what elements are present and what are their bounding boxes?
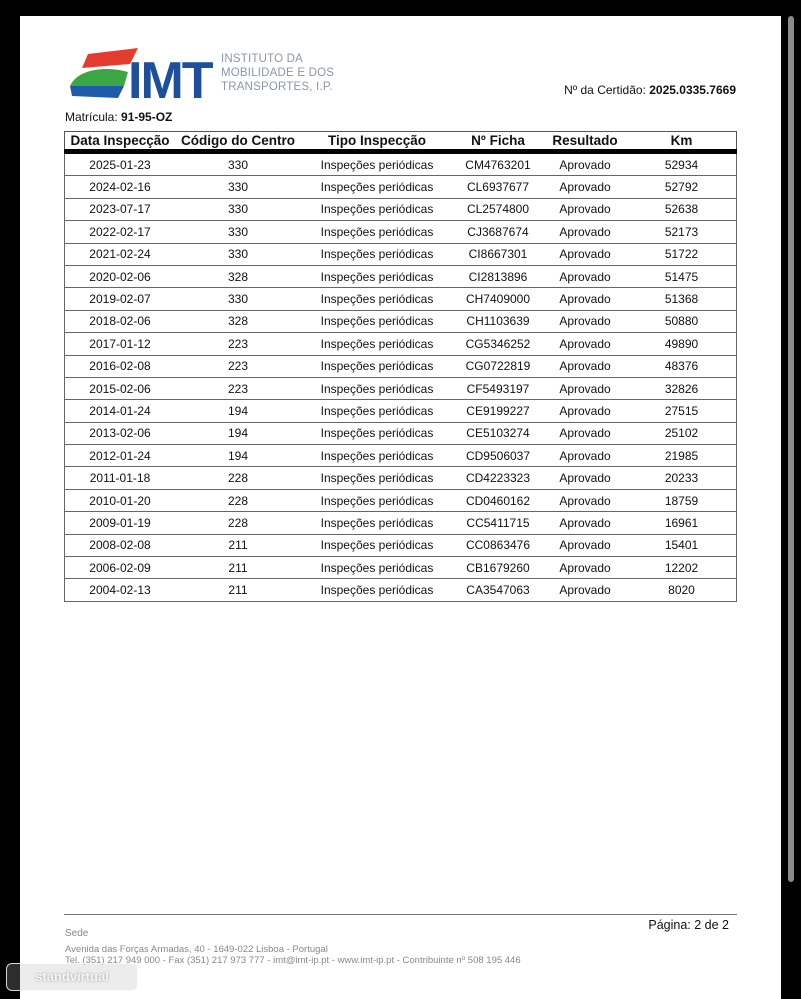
cell-sheet-number: CB1679260 (453, 557, 543, 579)
cell-date: 2023-07-17 (65, 198, 176, 220)
table-header-row (65, 132, 737, 152)
cell-result: Aprovado (543, 512, 627, 534)
cell-sheet-number: CD4223323 (453, 467, 543, 489)
certificate-number (564, 83, 736, 97)
cell-result: Aprovado (543, 288, 627, 310)
cell-result: Aprovado (543, 310, 627, 332)
cell-inspection-type: Inspeções periódicas (301, 534, 453, 556)
logo-subtitle-line: INSTITUTO DA (221, 53, 304, 65)
inspection-table (64, 131, 737, 602)
table-row (65, 288, 737, 310)
cell-sheet-number: CC5411715 (453, 512, 543, 534)
header-km: Km (627, 132, 737, 152)
footer-sede: Sede (65, 928, 89, 939)
cell-inspection-type: Inspeções periódicas (301, 310, 453, 332)
cell-center-code: 211 (175, 579, 301, 601)
table-row (65, 355, 737, 377)
logo-subtitle (221, 52, 334, 94)
table-row (65, 310, 737, 332)
table-row (65, 534, 737, 556)
cell-inspection-type: Inspeções periódicas (301, 221, 453, 243)
cell-km: 8020 (627, 579, 737, 601)
cell-inspection-type: Inspeções periódicas (301, 445, 453, 467)
cell-inspection-type: Inspeções periódicas (301, 152, 453, 176)
cell-center-code: 330 (175, 198, 301, 220)
header-sheet-number: Nº Ficha (453, 132, 543, 152)
cell-sheet-number: CG0722819 (453, 355, 543, 377)
cell-sheet-number: CF5493197 (453, 377, 543, 399)
cell-km: 51722 (627, 243, 737, 265)
cell-center-code: 211 (175, 534, 301, 556)
cell-sheet-number: CL2574800 (453, 198, 543, 220)
cell-date: 2012-01-24 (65, 445, 176, 467)
cell-date: 2016-02-08 (65, 355, 176, 377)
table-row (65, 333, 737, 355)
cell-center-code: 330 (175, 221, 301, 243)
cell-km: 48376 (627, 355, 737, 377)
cell-center-code: 330 (175, 288, 301, 310)
plate-value: 91-95-OZ (121, 110, 173, 124)
header-result: Resultado (543, 132, 627, 152)
cell-result: Aprovado (543, 221, 627, 243)
cell-result: Aprovado (543, 333, 627, 355)
cell-result: Aprovado (543, 579, 627, 601)
certificate-value: 2025.0335.7669 (649, 83, 736, 97)
header-date: Data Inspecção (65, 132, 176, 152)
cell-km: 51368 (627, 288, 737, 310)
cell-km: 27515 (627, 400, 737, 422)
cell-date: 2021-02-24 (65, 243, 176, 265)
cell-inspection-type: Inspeções periódicas (301, 176, 453, 198)
cell-center-code: 228 (175, 467, 301, 489)
cell-inspection-type: Inspeções periódicas (301, 377, 453, 399)
footer-divider (64, 914, 737, 915)
cell-km: 52173 (627, 221, 737, 243)
table-row (65, 422, 737, 444)
cell-sheet-number: CD0460162 (453, 489, 543, 511)
table-row (65, 221, 737, 243)
cell-sheet-number: CC0863476 (453, 534, 543, 556)
cell-result: Aprovado (543, 243, 627, 265)
cell-km: 51475 (627, 265, 737, 287)
cell-inspection-type: Inspeções periódicas (301, 265, 453, 287)
certificate-label: Nº da Certidão: (564, 83, 646, 97)
footer-contacts: Tel. (351) 217 949 000 - Fax (351) 217 973 777 - imt@imt-ip.pt - www.imt-ip.pt - Contribuinte nº 508 195 446 (65, 955, 521, 966)
cell-sheet-number: CG5346252 (453, 333, 543, 355)
cell-date: 2025-01-23 (65, 152, 176, 176)
cell-km: 49890 (627, 333, 737, 355)
cell-center-code: 223 (175, 333, 301, 355)
cell-center-code: 228 (175, 512, 301, 534)
table-row (65, 557, 737, 579)
cell-sheet-number: CI8667301 (453, 243, 543, 265)
cell-km: 52934 (627, 152, 737, 176)
cell-sheet-number: CD9506037 (453, 445, 543, 467)
cell-km: 52792 (627, 176, 737, 198)
table-row (65, 445, 737, 467)
cell-result: Aprovado (543, 557, 627, 579)
imt-logo-text: IMT (128, 52, 212, 106)
table-row (65, 579, 737, 601)
watermark-logo: standvirtual (6, 963, 138, 991)
cell-result: Aprovado (543, 445, 627, 467)
cell-date: 2018-02-06 (65, 310, 176, 332)
cell-center-code: 330 (175, 243, 301, 265)
cell-sheet-number: CE9199227 (453, 400, 543, 422)
cell-sheet-number: CI2813896 (453, 265, 543, 287)
table-row (65, 265, 737, 287)
table-body (65, 152, 737, 602)
cell-inspection-type: Inspeções periódicas (301, 333, 453, 355)
cell-date: 2014-01-24 (65, 400, 176, 422)
document-page (20, 16, 781, 999)
table-row (65, 198, 737, 220)
logo-subtitle-line: TRANSPORTES, I.P. (221, 81, 333, 93)
header-center-code: Código do Centro (175, 132, 301, 152)
cell-date: 2008-02-08 (65, 534, 176, 556)
cell-date: 2011-01-18 (65, 467, 176, 489)
cell-result: Aprovado (543, 355, 627, 377)
cell-inspection-type: Inspeções periódicas (301, 198, 453, 220)
cell-km: 21985 (627, 445, 737, 467)
cell-center-code: 328 (175, 265, 301, 287)
cell-date: 2009-01-19 (65, 512, 176, 534)
cell-inspection-type: Inspeções periódicas (301, 489, 453, 511)
cell-km: 16961 (627, 512, 737, 534)
cell-result: Aprovado (543, 422, 627, 444)
cell-center-code: 194 (175, 422, 301, 444)
table-row (65, 176, 737, 198)
cell-inspection-type: Inspeções periódicas (301, 579, 453, 601)
table-row (65, 467, 737, 489)
cell-sheet-number: CJ3687674 (453, 221, 543, 243)
cell-inspection-type: Inspeções periódicas (301, 422, 453, 444)
header-inspection-type: Tipo Inspecção (301, 132, 453, 152)
cell-center-code: 223 (175, 377, 301, 399)
cell-result: Aprovado (543, 176, 627, 198)
cell-sheet-number: CH1103639 (453, 310, 543, 332)
cell-date: 2015-02-06 (65, 377, 176, 399)
imt-logo-mark (68, 46, 218, 106)
cell-result: Aprovado (543, 400, 627, 422)
cell-km: 50880 (627, 310, 737, 332)
table-row (65, 152, 737, 176)
cell-center-code: 194 (175, 400, 301, 422)
cell-date: 2006-02-09 (65, 557, 176, 579)
cell-date: 2022-02-17 (65, 221, 176, 243)
cell-center-code: 328 (175, 310, 301, 332)
cell-km: 32826 (627, 377, 737, 399)
cell-date: 2004-02-13 (65, 579, 176, 601)
cell-date: 2024-02-16 (65, 176, 176, 198)
cell-sheet-number: CL6937677 (453, 176, 543, 198)
footer-address: Avenida das Forças Armadas, 40 - 1649-022 Lisboa - Portugal (65, 944, 328, 955)
cell-km: 25102 (627, 422, 737, 444)
imt-logo (68, 46, 335, 116)
cell-date: 2010-01-20 (65, 489, 176, 511)
cell-center-code: 330 (175, 176, 301, 198)
cell-km: 15401 (627, 534, 737, 556)
cell-sheet-number: CM4763201 (453, 152, 543, 176)
cell-km: 52638 (627, 198, 737, 220)
cell-sheet-number: CH7409000 (453, 288, 543, 310)
cell-sheet-number: CE5103274 (453, 422, 543, 444)
scrollbar[interactable] (788, 16, 794, 882)
cell-km: 18759 (627, 489, 737, 511)
cell-center-code: 330 (175, 152, 301, 176)
cell-center-code: 211 (175, 557, 301, 579)
cell-km: 20233 (627, 467, 737, 489)
cell-inspection-type: Inspeções periódicas (301, 243, 453, 265)
cell-inspection-type: Inspeções periódicas (301, 557, 453, 579)
cell-result: Aprovado (543, 534, 627, 556)
cell-inspection-type: Inspeções periódicas (301, 288, 453, 310)
cell-date: 2013-02-06 (65, 422, 176, 444)
cell-date: 2020-02-06 (65, 265, 176, 287)
cell-inspection-type: Inspeções periódicas (301, 467, 453, 489)
cell-result: Aprovado (543, 377, 627, 399)
cell-result: Aprovado (543, 467, 627, 489)
cell-result: Aprovado (543, 489, 627, 511)
cell-km: 12202 (627, 557, 737, 579)
plate-line (65, 110, 172, 124)
table-row (65, 377, 737, 399)
table-row (65, 400, 737, 422)
cell-center-code: 228 (175, 489, 301, 511)
cell-inspection-type: Inspeções periódicas (301, 400, 453, 422)
table-row (65, 489, 737, 511)
cell-center-code: 194 (175, 445, 301, 467)
table-row (65, 243, 737, 265)
cell-result: Aprovado (543, 152, 627, 176)
cell-date: 2019-02-07 (65, 288, 176, 310)
cell-result: Aprovado (543, 265, 627, 287)
page-number: Página: 2 de 2 (648, 918, 729, 932)
cell-center-code: 223 (175, 355, 301, 377)
cell-date: 2017-01-12 (65, 333, 176, 355)
table-row (65, 512, 737, 534)
plate-label: Matrícula: (65, 110, 118, 124)
cell-result: Aprovado (543, 198, 627, 220)
cell-sheet-number: CA3547063 (453, 579, 543, 601)
logo-subtitle-line: MOBILIDADE E DOS (221, 67, 335, 79)
cell-inspection-type: Inspeções periódicas (301, 355, 453, 377)
cell-inspection-type: Inspeções periódicas (301, 512, 453, 534)
